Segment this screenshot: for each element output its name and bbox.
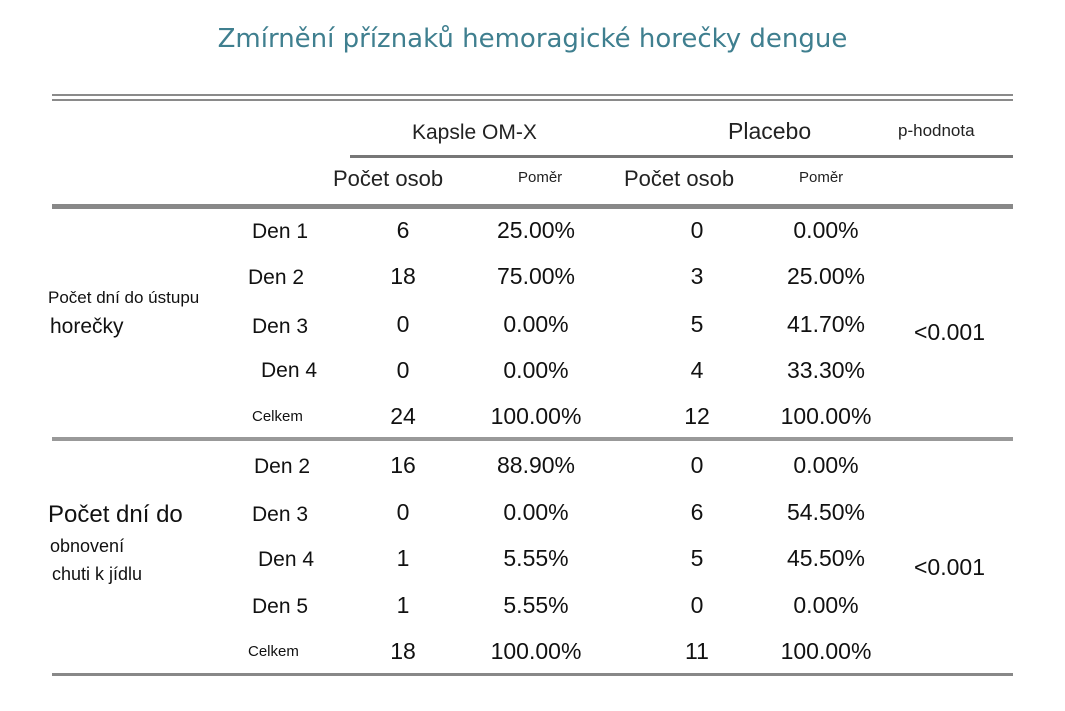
s1-row4-b-count: 4 xyxy=(690,357,704,383)
page-title: Zmírnění příznaků hemoragické horečky dengue xyxy=(217,24,848,54)
s1-row4-a-pct: 0.00% xyxy=(503,357,569,383)
s2-row1-a-count: 16 xyxy=(390,452,416,478)
s1-row2-day: Den 2 xyxy=(248,266,305,289)
s2-row2-b-count: 6 xyxy=(690,499,704,525)
s1-total-b-count: 12 xyxy=(684,403,710,429)
section-divider xyxy=(52,437,1013,441)
s2-row1-a-pct: 88.90% xyxy=(496,452,575,478)
s1-row3-day: Den 3 xyxy=(252,315,309,338)
s2-row4-b-pct: 0.00% xyxy=(793,592,859,618)
s2-row2-b-pct: 54.50% xyxy=(786,499,865,525)
s2-row1-day: Den 2 xyxy=(254,455,311,478)
s1-row2-a-count: 18 xyxy=(390,263,416,289)
s2-row3-b-pct: 45.50% xyxy=(786,545,865,571)
group-a-count-header: Počet osob xyxy=(333,166,444,191)
s1-row2-a-pct: 75.00% xyxy=(496,263,575,289)
section-2-label-line2: obnovení xyxy=(50,536,125,556)
s2-row4-a-count: 1 xyxy=(396,592,410,618)
s1-row2-b-pct: 25.00% xyxy=(786,263,865,289)
top-rule xyxy=(52,94,1013,96)
s2-total-b-count: 11 xyxy=(685,638,709,664)
header-subrule xyxy=(350,155,1013,158)
group-b-header: Placebo xyxy=(728,118,812,144)
s1-total-b-pct: 100.00% xyxy=(780,403,872,429)
s2-row3-day: Den 4 xyxy=(258,548,315,571)
s2-row1-b-count: 0 xyxy=(690,452,704,478)
s1-row2-b-count: 3 xyxy=(690,263,704,289)
s1-row4-day: Den 4 xyxy=(261,359,318,382)
s1-total-a-pct: 100.00% xyxy=(490,403,582,429)
s2-row4-b-count: 0 xyxy=(690,592,704,618)
s1-row3-a-count: 0 xyxy=(396,311,410,337)
s1-row4-a-count: 0 xyxy=(396,357,410,383)
s1-total-label: Celkem xyxy=(252,408,303,425)
group-b-count-header: Počet osob xyxy=(624,166,735,191)
group-b-ratio-header: Poměr xyxy=(799,169,844,186)
s1-row1-a-count: 6 xyxy=(396,217,410,243)
s2-row2-a-pct: 0.00% xyxy=(503,499,569,525)
bottom-rule xyxy=(52,673,1013,676)
s2-total-a-pct: 100.00% xyxy=(490,638,582,664)
s2-row2-day: Den 3 xyxy=(252,503,309,526)
s1-row1-b-pct: 0.00% xyxy=(793,217,859,243)
group-a-ratio-header: Poměr xyxy=(518,169,563,186)
s2-row4-a-pct: 5.55% xyxy=(503,592,569,618)
s2-row3-a-pct: 5.55% xyxy=(503,545,569,571)
s2-row3-b-count: 5 xyxy=(690,545,704,571)
s2-row3-a-count: 1 xyxy=(396,545,410,571)
s2-total-label: Celkem xyxy=(248,643,299,660)
s1-row4-b-pct: 33.30% xyxy=(786,357,865,383)
p-value-header: p-hodnota xyxy=(898,121,975,140)
s2-row2-a-count: 0 xyxy=(396,499,410,525)
s2-row1-b-pct: 0.00% xyxy=(793,452,859,478)
s2-row4-day: Den 5 xyxy=(252,595,309,618)
section-1-label-line1: Počet dní do ústupu xyxy=(48,288,200,307)
s1-row1-day: Den 1 xyxy=(252,220,309,243)
s1-p-value: <0.001 xyxy=(914,319,985,345)
s2-total-a-count: 18 xyxy=(390,638,416,664)
s1-total-a-count: 24 xyxy=(390,403,416,429)
section-2-label-line3: chuti k jídlu xyxy=(52,564,143,584)
s1-row1-a-pct: 25.00% xyxy=(496,217,575,243)
s1-row3-b-count: 5 xyxy=(690,311,704,337)
s1-row3-b-pct: 41.70% xyxy=(786,311,865,337)
s2-total-b-pct: 100.00% xyxy=(780,638,872,664)
s1-row3-a-pct: 0.00% xyxy=(503,311,569,337)
group-a-header: Kapsle OM-X xyxy=(412,121,537,144)
section-1-label-line2: horečky xyxy=(50,315,124,338)
s2-p-value: <0.001 xyxy=(914,554,985,580)
top-rule-2 xyxy=(52,99,1013,101)
s1-row1-b-count: 0 xyxy=(690,217,704,243)
section-2-label-line1: Počet dní do xyxy=(48,501,183,528)
header-bottom-rule xyxy=(52,204,1013,209)
